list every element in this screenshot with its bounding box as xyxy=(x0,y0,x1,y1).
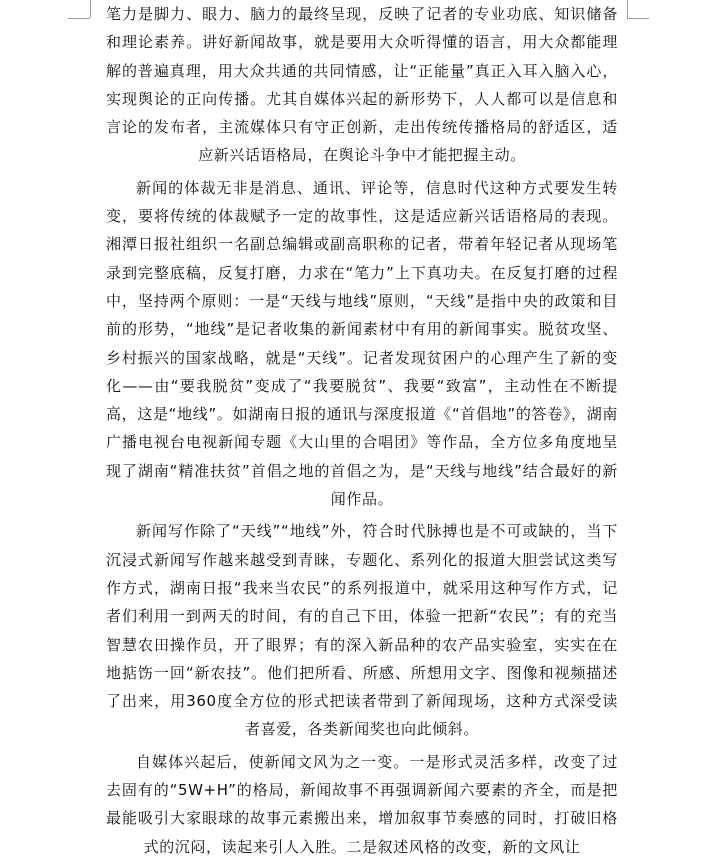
paragraph-4: 自媒体兴起后，使新闻文风为之一变。一是形式灵活多样，改变了过去固有的“5W+H”的格局，新闻故事不再强调新闻六要素的齐全，而是把最能吸引大家眼球的故事元素搬出来，增加叙事节奏感的同时，打破旧格式的沉闷，读起来引人入胜。二是叙述风格的改变，新的文风让 xyxy=(106,752,618,856)
document-page xyxy=(106,0,618,861)
paragraph-1: 笔力是脚力、眼力、脑力的最终呈现，反映了记者的专业功底、知识储备和理论素养。讲好新闻故事，就是要用大众听得懂的语言，用大众都能理解的普遍真理，用大众共通的共同情感，让“正能量”真正入耳入脑入心，实现舆论的正向传播。尤其自媒体兴起的新形势下，人人都可以是信息和言论的发布者，主流媒体只有守正创新，走出传统传播格局的舒适区，适应新兴话语格局，在舆论斗争中才能把握主动。 xyxy=(106,5,618,165)
margin-mark-top-right-vertical xyxy=(627,0,628,18)
margin-mark-top-left-horizontal xyxy=(68,18,90,19)
margin-mark-top-left-vertical xyxy=(90,0,91,18)
paragraph-3: 新闻写作除了“天线”“地线”外，符合时代脉搏也是不可或缺的，当下沉浸式新闻写作越来越受到青睐，专题化、系列化的报道大胆尝试这类写作方式，湖南日报“我来当农民”的系列报道中，就采用这种写作方式，记者们利用一到两天的时间，有的自己下田，体验一把新“农民”；有的充当智慧农田操作员，开了眼界；有的深入新品种的农产品实验室，实实在在地掂饬一回“新农技”。他们把所看、所感、所想用文字、图像和视频描述了出来，用360度全方位的形式把读者带到了新闻现场，这种方式深受读者喜爱，各类新闻奖也向此倾斜。 xyxy=(106,522,618,739)
paragraph-2: 新闻的体裁无非是消息、通讯、评论等，信息时代这种方式要发生转变，要将传统的体裁赋予一定的故事性，这是适应新兴话语格局的表现。湘潭日报社组织一名副总编辑或副高职称的记者，带着年轻记者从现场笔录到完整底稿，反复打磨，力求在“笔力”上下真功夫。在反复打磨的过程中，坚持两个原则：一是“天线与地线”原则，“天线”是指中央的政策和目前的形势，“地线”是记者收集的新闻素材中有用的新闻事实。脱贫攻坚、乡村振兴的国家战略，就是“天线”。记者发现贫困户的心理产生了新的变化——由“要我脱贫”变成了“我要脱贫”、我要“致富”，主动性在不断提高，这是“地线”。如湖南日报的通讯与深度报道《“首倡地”的答卷》，湖南广播电视台电视新闻专题《大山里的合唱团》等作品，全方位多角度地呈现了湖南“精准扶贫”首倡之地的首倡之为，是“天线与地线”结合最好的新闻作品。 xyxy=(106,178,618,509)
margin-mark-top-right-horizontal xyxy=(627,18,649,19)
